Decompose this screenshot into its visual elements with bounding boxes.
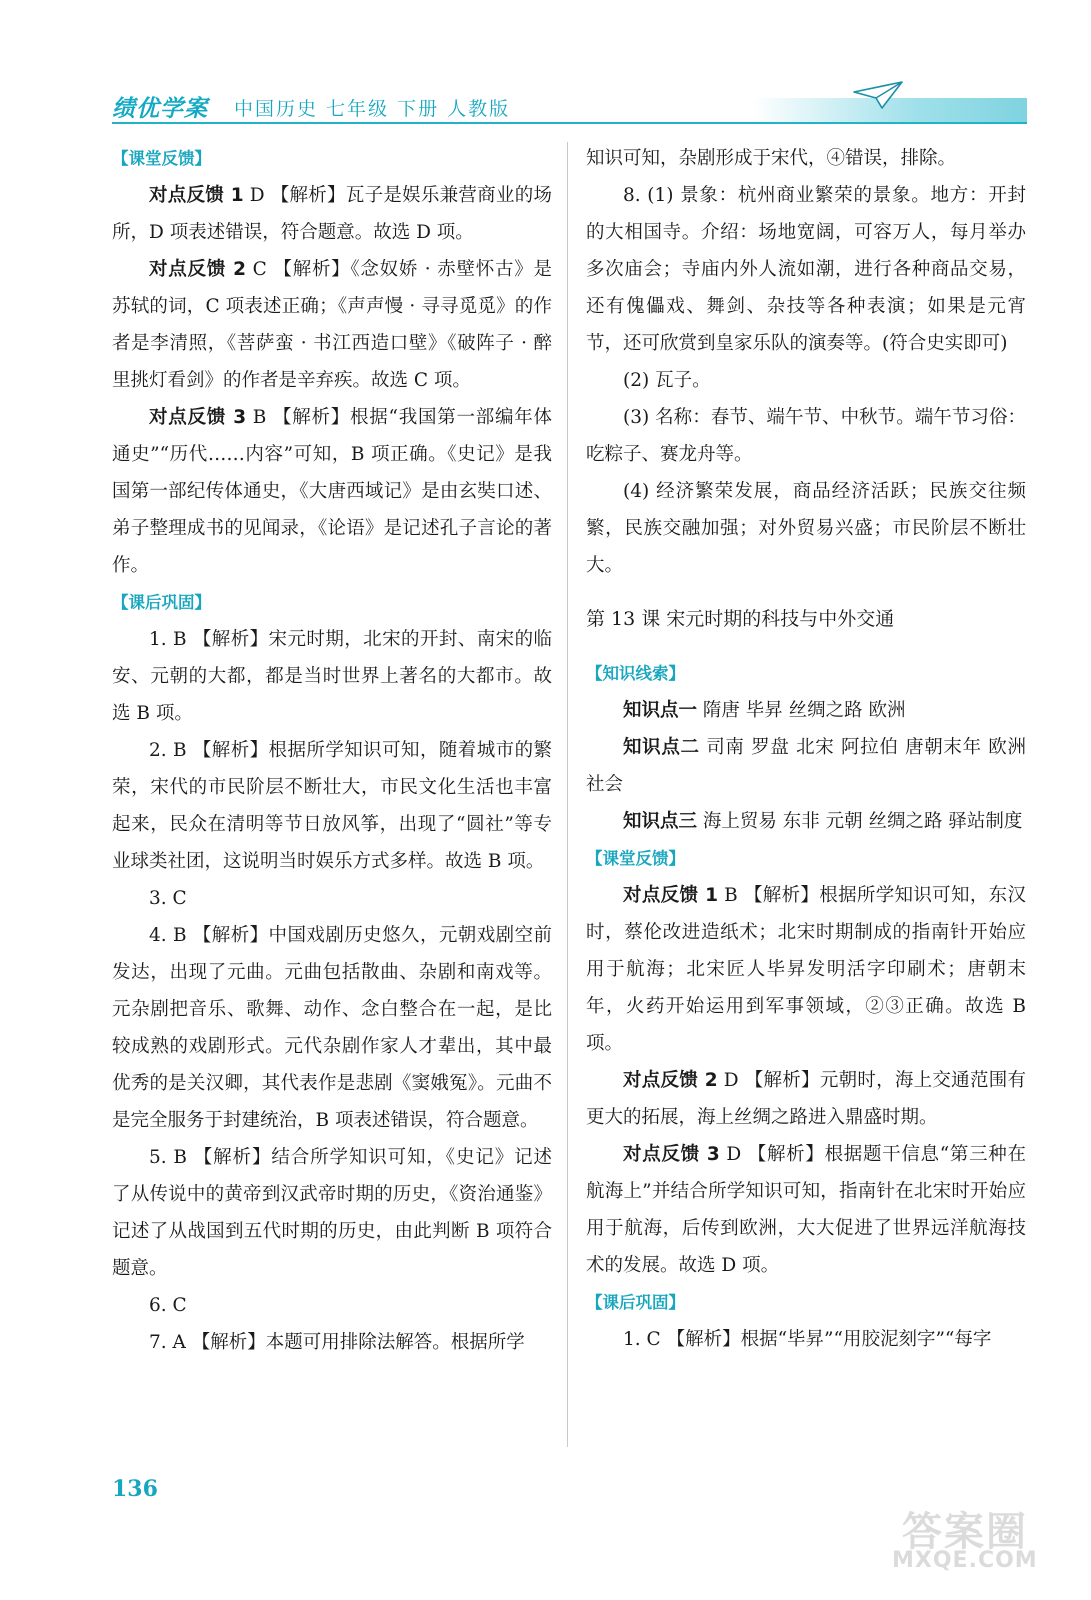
item-text: D 【解析】根据题干信息“第三种在航海上”并结合所学知识可知，指南针在北宋时开始应用于航海，后传到欧洲，大大促进了世界远洋航海技术的发展。故选 D 项。 [586,1144,1026,1276]
item-label: 对点反馈 3 [149,407,247,428]
item-text: D 【解析】元朝时，海上交通范围有更大的拓展，海上丝绸之路进入鼎盛时期。 [586,1070,1026,1128]
watermark-url: MXQE.COM [892,1548,1038,1573]
page-number: 136 [112,1476,158,1502]
right-column [586,140,1026,1358]
knowledge-point [586,692,1026,729]
item-label: 对点反馈 1 [623,885,718,906]
item-label: 对点反馈 2 [149,259,247,280]
answer-item [586,1136,1026,1284]
answer-item [586,1062,1026,1136]
kp-text: 司南 罗盘 北宋 阿拉伯 唐朝末年 欧洲社会 [586,737,1026,795]
answer-item: (4) 经济繁荣发展，商品经济活跃；民族交往频繁，民族交融加强；对外贸易兴盛；市民阶层不断壮大。 [586,481,1026,576]
answer-item: (2) 瓦子。 [623,370,711,391]
answer-item: 4. B 【解析】中国戏剧历史悠久，元朝戏剧空前发达，出现了元曲。元曲包括散曲、杂剧和南戏等。元杂剧把音乐、歌舞、动作、念白整合在一起，是比较成熟的戏剧形式。元代杂剧作家人才辈出，其中最优秀的是关汉卿，其代表作是悲剧《窦娥冤》。元曲不是完全服务于封建统治，B 项表述错误，符合题意。 [112,925,552,1131]
item-label: 对点反馈 3 [623,1144,720,1165]
answer-item [112,177,552,251]
lesson-title: 第 13 课 宋元时期的科技与中外交通 [586,608,895,630]
kp-text: 海上贸易 东非 元朝 丝绸之路 驿站制度 [697,811,1023,832]
column-divider [567,142,568,1447]
answer-item: 1. B 【解析】宋元时期，北宋的开封、南宋的临安、元朝的大都，都是当时世界上著名的大都市。故选 B 项。 [112,629,552,724]
header-rule [112,122,1027,124]
section-heading-kehou: 【课后巩固】 [586,1293,685,1312]
answer-item [586,877,1026,1062]
answer-continuation: 知识可知，杂剧形成于宋代，④错误，排除。 [586,148,957,169]
item-text: B 【解析】根据“我国第一部编年体通史”“历代……内容”可知，B 项正确。《史记》是我国第一部纪传体通史，《大唐西域记》是由玄奘口述、弟子整理成书的见闻录，《论语》是记述孔子言论的著作。 [112,407,552,576]
answer-item [112,399,552,584]
answer-item [112,251,552,399]
answer-item: (3) 名称：春节、端午节、中秋节。端午节习俗：吃粽子、赛龙舟等。 [586,407,1026,465]
item-text: D 【解析】瓦子是娱乐兼营商业的场所，D 项表述错误，符合题意。故选 D 项。 [112,185,552,243]
answer-item: 7. A 【解析】本题可用排除法解答。根据所学 [149,1332,525,1353]
watermark-logo [882,1500,1062,1580]
left-column [112,140,552,1361]
kp-label: 知识点一 [623,700,698,721]
section-heading-ketang: 【课堂反馈】 [112,149,211,168]
watermark-text: 答案圈 [902,1509,1028,1555]
section-heading-zhishi: 【知识线索】 [586,664,685,683]
answer-item: 5. B 【解析】结合所学知识可知，《史记》记述了从传说中的黄帝到汉武帝时期的历史，《资治通鉴》记述了从战国到五代时期的历史，由此判断 B 项符合题意。 [112,1147,552,1279]
kp-text: 隋唐 毕昇 丝绸之路 欧洲 [697,700,906,721]
item-text: C 【解析】《念奴娇 · 赤壁怀古》是苏轼的词，C 项表述正确；《声声慢 · 寻寻觅觅》的作者是李清照，《菩萨蛮 · 书江西造口壁》《破阵子 · 醉里挑灯看剑》的作者是辛弃疾。故选 C 项。 [112,259,552,391]
kp-label: 知识点三 [623,811,698,832]
section-heading-ketang: 【课堂反馈】 [586,849,685,868]
brand-logo: 绩优学案 [112,96,208,122]
knowledge-point [586,729,1026,803]
answer-item: 8. (1) 景象：杭州商业繁荣的景象。地方：开封的大相国寺。介绍：场地宽阔，可容万人，每月举办多次庙会；寺庙内外人流如潮，进行各种商品交易，还有傀儡戏、舞剑、杂技等各种表演；如果是元宵节，还可欣赏到皇家乐队的演奏等。(符合史实即可) [586,185,1026,354]
answer-item: 1. C 【解析】根据“毕昇”“用胶泥刻字”“每字 [623,1329,992,1350]
item-label: 对点反馈 2 [623,1070,718,1091]
answer-item: 6. C [149,1295,187,1316]
section-heading-kehou: 【课后巩固】 [112,593,211,612]
answer-item: 3. C [149,888,187,909]
knowledge-point [586,803,1026,840]
answer-item: 2. B 【解析】根据所学知识可知，随着城市的繁荣，宋代的市民阶层不断壮大，市民文化生活也丰富起来，民众在清明等节日放风筝，出现了“圆社”等专业球类社团，这说明当时娱乐方式多样。故选 B 项。 [112,740,552,872]
paper-plane-icon [852,78,904,112]
item-text: B 【解析】根据所学知识可知，东汉时，蔡伦改进造纸术；北宋时期制成的指南针开始应用于航海；北宋匠人毕昇发明活字印刷术；唐朝末年，火药开始运用到军事领域，②③正确。故选 B 项。 [586,885,1026,1054]
kp-label: 知识点二 [623,737,700,758]
book-subject: 中国历史 七年级 下册 人教版 [234,98,511,120]
page-header [112,86,1027,126]
item-label: 对点反馈 1 [149,185,244,206]
